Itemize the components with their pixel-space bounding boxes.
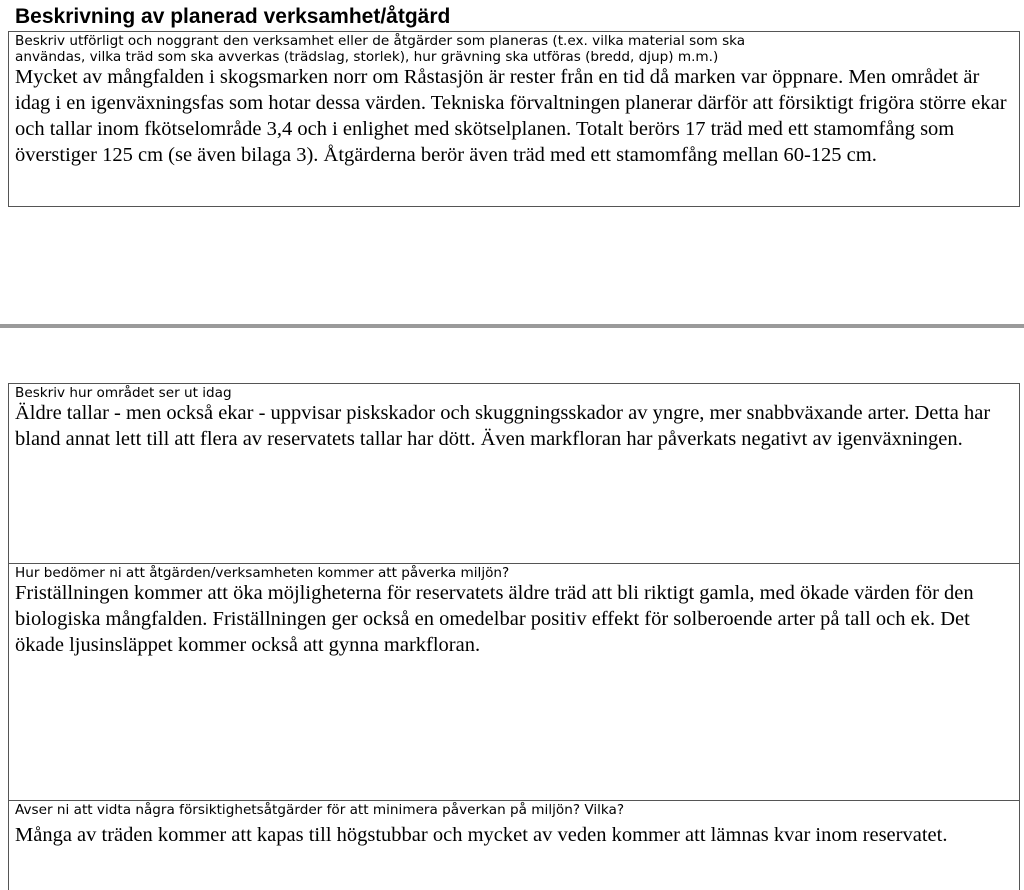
section-prompt: Beskriv hur området ser ut idag xyxy=(15,385,232,401)
section-prompt: Avser ni att vidta några försiktighetsåtgärder för att minimera påverkan på miljön? Vilka? xyxy=(15,802,625,818)
section-answer[interactable]: Äldre tallar - men också ekar - uppvisar piskskador och skuggningsskador av yngre, mer snabbväxande arter. Detta har bland annat lett till att flera av reservatets tallar har dött. Även markfloran har påverkats negativt av igenväxningen. xyxy=(15,402,991,450)
section-answer[interactable]: Mycket av mångfalden i skogsmarken norr om Råstasjön är rester från en tid då marken var öppnare. Men området är idag i en igenväxningsfas som hotar dessa värden. Tekniska förvaltningen planerar därför att försiktigt frigöra större ekar och tallar inom fkötselområde 3,4 och i enlighet med skötselplanen. Totalt berörs 17 träd med ett stamomfång som överstiger 125 cm (se även bilaga 3). Åtgärderna berör även träd med ett stamomfång mellan 60-125 cm. xyxy=(15,66,1007,166)
section-answer[interactable]: Många av träden kommer att kapas till högstubbar och mycket av veden kommer att lämnas kvar inom reservatet. xyxy=(15,824,948,846)
section-answer[interactable]: Friställningen kommer att öka möjligheterna för reservatets äldre träd att bli riktigt gamla, med ökade värden för den biologiska mångfalden. Friställningen ger också en omedelbar positiv effekt för solberoende arter på tall och ek. Det ökade ljusinsläppet kommer också att gynna markfloran. xyxy=(15,582,974,656)
page-break-divider xyxy=(0,324,1024,328)
section-environmental-impact xyxy=(8,563,1020,800)
section-prompt: Hur bedömer ni att åtgärden/verksamheten kommer att påverka miljön? xyxy=(15,565,510,581)
section-prompt: Beskriv utförligt och noggrant den verksamhet eller de åtgärder som planeras (t.ex. vilka material som ska användas, vilka träd som ska avverkas (trädslag, storlek), hur grävning ska utföras (bredd, djup) m.m.) xyxy=(15,33,746,65)
section-current-state xyxy=(8,383,1020,563)
page-title: Beskrivning av planerad verksamhet/åtgärd xyxy=(15,5,451,28)
section-planned-activity xyxy=(8,31,1020,207)
section-precautions xyxy=(8,800,1020,890)
